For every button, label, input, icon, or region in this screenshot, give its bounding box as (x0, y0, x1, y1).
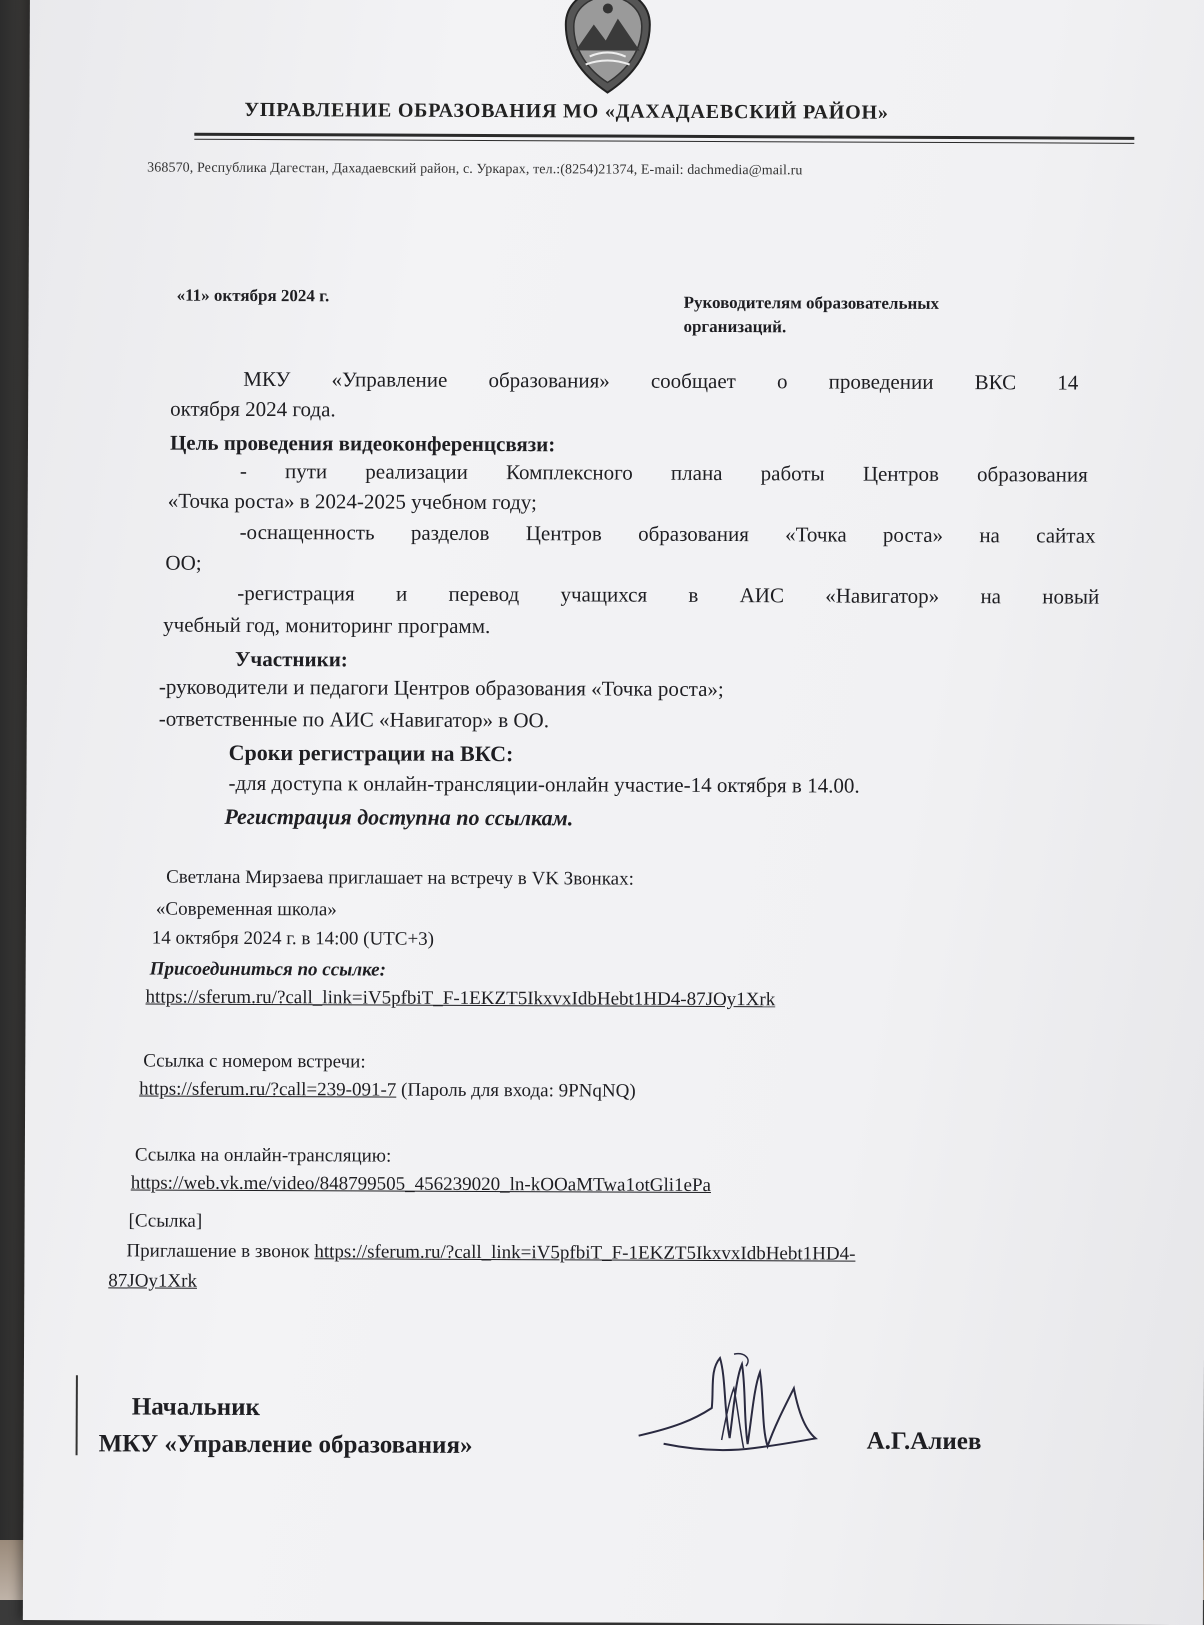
signatory-name: А.Г.Алиев (866, 1427, 982, 1456)
join-label: Присоединиться по ссылке: (149, 958, 386, 981)
stream-link[interactable]: https://web.vk.me/video/848799505_456239020_ln-kOOaMTwa1otGli1ePa (130, 1172, 712, 1196)
participants-heading: Участники: (234, 646, 348, 672)
meeting-password: (Пароль для входа: 9PNqNQ) (396, 1079, 636, 1102)
letter-recipient: Руководителям образовательных организаций. (683, 292, 940, 337)
organization-name: УПРАВЛЕНИЕ ОБРАЗОВАНИЯ МО «ДАХАДАЕВСКИЙ РАЙОН» (244, 98, 889, 124)
call-invite-link[interactable]: https://sferum.ru/?call_link=iV5pfbiT_F-1EKZT5IkxvxIdbHebt1HD4- (314, 1241, 856, 1265)
invite-line-1: Светлана Мирзаева приглашает на встречу в VK Звонках: (166, 866, 634, 890)
margin-line (76, 1375, 78, 1455)
handwritten-signature (634, 1348, 835, 1469)
purpose-heading: Цель проведения видеоконференцсвязи: (169, 430, 556, 457)
purpose-item-1-line-1: - пути реализации Комплексного плана работы Центров образования (239, 458, 1088, 487)
participants-item-2: -ответственные по АИС «Навигатор» в ОО. (158, 706, 550, 733)
purpose-item-1-line-2: «Точка роста» в 2024-2025 учебном году; (167, 488, 537, 515)
participants-item-1: -руководители и педагоги Центров образования «Точка роста»; (158, 674, 724, 702)
deadlines-heading: Сроки регистрации на ВКС: (228, 739, 514, 767)
letter-date: «11» октября 2024 г. (176, 285, 330, 306)
registration-note: Регистрация доступна по ссылкам. (224, 803, 574, 831)
document-page (23, 0, 1204, 1625)
intro-line-2: октября 2024 года. (170, 396, 336, 422)
purpose-item-3-line-1: -регистрация и перевод учащихся в АИС «Навигатор» на новый (237, 580, 1100, 609)
header-rule-thin (194, 139, 1134, 144)
deadlines-item-1: -для доступа к онлайн-трансляции-онлайн участие-14 октября в 14.00. (228, 770, 860, 798)
purpose-item-2-line-2: ОО; (165, 550, 202, 575)
call-invite-label: Приглашение в звонок (126, 1240, 315, 1263)
coat-of-arms-emblem (559, 0, 655, 97)
organization-address: 368570, Республика Дагестан, Дахадаевский район, с. Уркарах, тел.:(8254)21374, E-mail: dachmedia@mail.ru (147, 160, 803, 179)
join-link[interactable]: https://sferum.ru/?call_link=iV5pfbiT_F-1EKZT5IkxvxIdbHebt1HD4-87JOy1Xrk (145, 986, 776, 1011)
purpose-item-2-line-1: -оснащенность разделов Центров образования «Точка роста» на сайтах (239, 519, 1096, 548)
stream-label: Ссылка на онлайн-трансляцию: (134, 1144, 392, 1167)
invite-meeting-title: «Современная школа» (155, 898, 337, 921)
meeting-number-label: Ссылка с номером встречи: (143, 1050, 366, 1073)
link-tag: [Ссылка] (128, 1210, 203, 1232)
signatory-title-1: Начальник (131, 1393, 261, 1422)
invite-meeting-time: 14 октября 2024 г. в 14:00 (UTC+3) (151, 927, 435, 950)
purpose-item-3-line-2: учебный год, мониторинг программ. (163, 612, 491, 639)
call-invite-link-continued[interactable]: 87JOy1Xrk (108, 1270, 198, 1292)
meeting-number-link[interactable]: https://sferum.ru/?call=239-091-7 (139, 1078, 397, 1101)
signatory-title-2: МКУ «Управление образования» (98, 1430, 473, 1459)
meeting-number-row (139, 1078, 636, 1102)
call-invite-row (126, 1240, 855, 1265)
intro-line-1: МКУ «Управление образования» сообщает о проведении ВКС 14 (243, 366, 1079, 395)
